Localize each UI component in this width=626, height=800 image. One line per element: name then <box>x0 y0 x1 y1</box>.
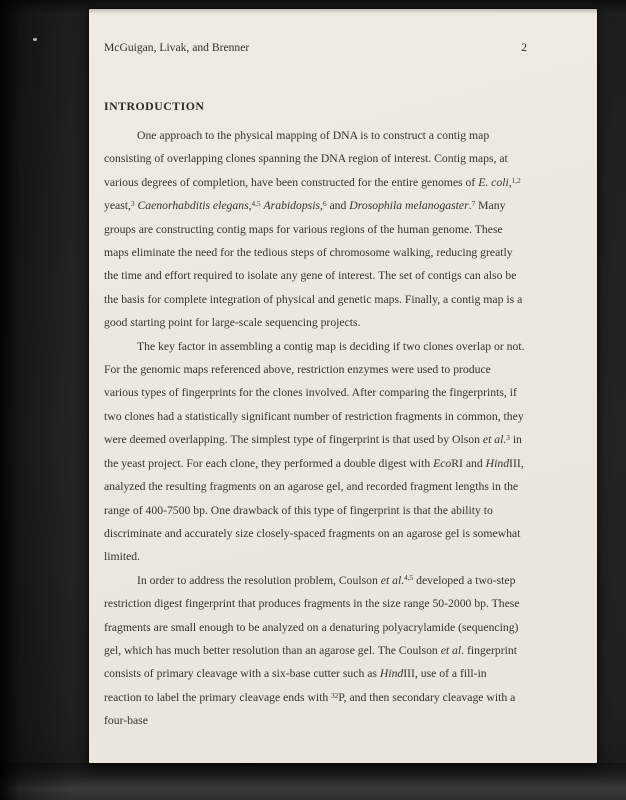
page-number: 2 <box>521 41 527 54</box>
running-head <box>104 41 527 55</box>
section-heading: INTRODUCTION <box>104 99 205 113</box>
paragraph-2: The key factor in assembling a contig map is deciding if two clones overlap or not. For the genomic maps referenced above, restriction enzymes were used to produce various types of fingerprints for the clones involved. After comparing the fingerprints, if two clones had a statistically significant number of restriction fragments in common, they were deemed overlapping. The simplest type of fingerprint is that used by Olson et al.$^3$ in the yeast project. For each clone, they performed a double digest with EcoRI and HindIII, analyzed the resulting fragments on an agarose gel, and recorded fragment lengths in the range of 400-7500 bp. One drawback of this type of fingerprint is that the ability to discriminate and accurately size closely-spaced fragments on an agarose gel is somewhat limited. <box>104 339 525 564</box>
paragraph-3: In order to address the resolution problem, Coulson et al.$^{4,5}$ developed a two-step restriction digest fingerprint that produces fragments in the size range 50-2000 bp. These fragments are small enough to be analyzed on a denaturing polyacrylamide (sequencing) gel, which has much better resolution than an agarose gel. The Coulson et al. fingerprint consists of primary cleavage with a six-base cutter such as HindIII, use of a fill-in reaction to label the primary cleavage ends with $^{32}$P, and then secondary cleavage with a four-base <box>104 573 520 728</box>
running-head-authors: McGuigan, Livak, and Brenner <box>104 41 250 54</box>
paper-page <box>89 9 597 763</box>
paragraph-1: One approach to the physical mapping of DNA is to construct a contig map consisting of overlapping clones spanning the DNA region of interest. Contig maps, at various degrees of completion, have been constructed for the entire genomes of E. coli,$^{1,2}$ yeast,$^3$ Caenorhabditis elegans,$^{4,5}$ Arabidopsis,$^6$ and Drosophila melanogaster.$^7$ Many groups are constructing contig maps for various regions of the human genome. These maps eliminate the need for the tedious steps of chromosome walking, reducing greatly the time and effort required to isolate any gene of interest. The set of contigs can also be the basis for complete integration of physical and genetic maps. Finally, a contig map is a good starting point for large-scale sequencing projects. <box>104 129 523 330</box>
scanner-bed-edge <box>0 763 626 800</box>
dust-speck <box>33 38 37 41</box>
